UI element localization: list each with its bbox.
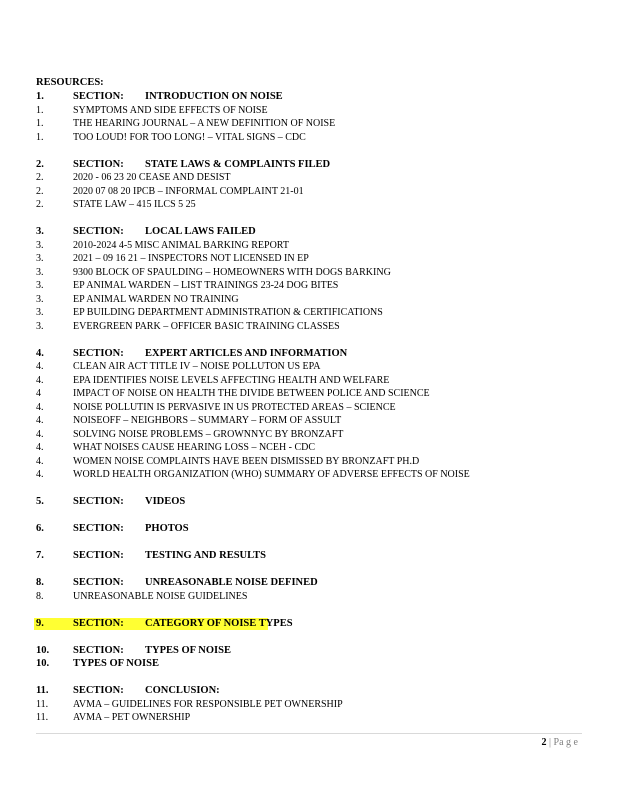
section-header xyxy=(36,347,582,361)
section-label: SECTION: xyxy=(73,550,124,561)
item-number: 11. xyxy=(36,712,49,723)
resource-item xyxy=(36,387,582,401)
page-number-value: 2 xyxy=(541,737,547,748)
section-label: SECTION: xyxy=(73,158,124,170)
item-text: SOLVING NOISE PROBLEMS – GROWNNYC BY BRONZAFT xyxy=(73,428,344,440)
item-text: WHAT NOISES CAUSE HEARING LOSS – NCEH - CDC xyxy=(73,442,316,453)
section-number: 4. xyxy=(36,347,44,359)
section-label: SECTION: xyxy=(73,523,124,534)
resource-item xyxy=(36,360,582,374)
section-header xyxy=(36,617,582,631)
section-header xyxy=(36,549,582,563)
item-number: 3. xyxy=(36,320,44,332)
section-spacer xyxy=(36,671,582,685)
section-label: SECTION: xyxy=(73,496,124,507)
item-text: NOISE POLLUTIN IS PERVASIVE IN US PROTECTED AREAS – SCIENCE xyxy=(73,401,396,413)
item-text: IMPACT OF NOISE ON HEALTH THE DIVIDE BETWEEN POLICE AND SCIENCE xyxy=(73,388,430,399)
section-title: TESTING AND RESULTS xyxy=(145,550,266,561)
section-spacer xyxy=(36,212,582,226)
document-body xyxy=(36,76,582,725)
resource-item xyxy=(36,279,582,293)
item-number: 1. xyxy=(36,131,44,143)
section-header xyxy=(36,522,582,536)
resource-item xyxy=(36,239,582,253)
page-number-separator: | xyxy=(546,737,554,748)
section-label: SECTION: xyxy=(73,347,124,359)
item-text: UNREASONABLE NOISE GUIDELINES xyxy=(73,590,248,602)
section-label: SECTION: xyxy=(73,644,124,656)
resource-item xyxy=(36,455,582,469)
section-title: PHOTOS xyxy=(145,523,189,534)
resource-item xyxy=(36,131,582,145)
item-number: 4. xyxy=(36,361,44,372)
section-title: EXPERT ARTICLES AND INFORMATION xyxy=(145,347,348,359)
section-header xyxy=(36,158,582,172)
section-header xyxy=(36,644,582,658)
resources-heading: RESOURCES: xyxy=(36,77,104,88)
section-title: TYPES OF NOISE xyxy=(145,644,231,656)
section-title: CONCLUSION: xyxy=(145,685,220,696)
section-number: 9. xyxy=(36,617,44,629)
item-text: 2021 – 09 16 21 – INSPECTORS NOT LICENSED IN EP xyxy=(73,253,309,264)
item-text: CLEAN AIR ACT TITLE IV – NOISE POLLUTON US EPA xyxy=(73,361,321,372)
item-text: EPA IDENTIFIES NOISE LEVELS AFFECTING HEALTH AND WELFARE xyxy=(73,374,390,386)
item-text: WOMEN NOISE COMPLAINTS HAVE BEEN DISMISSED BY BRONZAFT PH.D xyxy=(73,455,420,467)
item-number: 4 xyxy=(36,388,41,399)
resource-item xyxy=(36,320,582,334)
section-title: CATEGORY OF NOISE TYPES xyxy=(145,617,293,629)
item-text: STATE LAW – 415 ILCS 5 25 xyxy=(73,199,196,210)
item-number: 3. xyxy=(36,266,44,278)
item-text: EP ANIMAL WARDEN NO TRAINING xyxy=(73,293,239,305)
resource-item xyxy=(36,117,582,131)
section-spacer xyxy=(36,603,582,617)
item-number: 4. xyxy=(36,428,44,440)
item-number: 11. xyxy=(36,698,49,710)
item-number: 2. xyxy=(36,199,44,210)
item-number: 3. xyxy=(36,239,44,251)
item-number: 4. xyxy=(36,442,44,453)
section-header xyxy=(36,495,582,509)
section-number: 11. xyxy=(36,685,49,696)
resource-item xyxy=(36,306,582,320)
section-number: 2. xyxy=(36,158,44,170)
item-number: 4. xyxy=(36,374,44,386)
section-spacer xyxy=(36,333,582,347)
section-label: SECTION: xyxy=(73,577,124,588)
item-number: 10. xyxy=(36,658,50,669)
item-text: WORLD HEALTH ORGANIZATION (WHO) SUMMARY OF ADVERSE EFFECTS OF NOISE xyxy=(73,469,470,480)
resource-item xyxy=(36,171,582,185)
item-text: EP ANIMAL WARDEN – LIST TRAININGS 23-24 DOG BITES xyxy=(73,280,339,291)
item-number: 3. xyxy=(36,307,44,318)
resource-item xyxy=(36,266,582,280)
item-number: 3. xyxy=(36,253,44,264)
section-header xyxy=(36,90,582,104)
section-title: INTRODUCTION ON NOISE xyxy=(145,91,283,102)
item-number: 8. xyxy=(36,590,44,602)
item-number: 4. xyxy=(36,415,44,426)
item-text: 9300 BLOCK OF SPAULDING – HOMEOWNERS WITH DOGS BARKING xyxy=(73,266,391,278)
section-label: SECTION: xyxy=(73,226,124,237)
item-text: 2010-2024 4-5 MISC ANIMAL BARKING REPORT xyxy=(73,239,289,251)
section-number: 10. xyxy=(36,644,50,656)
page-footer xyxy=(36,733,582,748)
section-number: 7. xyxy=(36,550,44,561)
resource-item xyxy=(36,590,582,604)
item-number: 3. xyxy=(36,280,44,291)
section-number: 1. xyxy=(36,91,44,102)
resource-item xyxy=(36,441,582,455)
section-title: UNREASONABLE NOISE DEFINED xyxy=(145,577,318,588)
resource-item xyxy=(36,414,582,428)
section-spacer xyxy=(36,144,582,158)
item-text: 2020 - 06 23 20 CEASE AND DESIST xyxy=(73,172,231,183)
item-text: TYPES OF NOISE xyxy=(73,658,159,669)
section-label: SECTION: xyxy=(73,91,124,102)
item-number: 1. xyxy=(36,104,44,116)
page-number xyxy=(542,737,578,748)
resource-item xyxy=(36,104,582,118)
section-label: SECTION: xyxy=(73,685,124,696)
resource-item xyxy=(36,468,582,482)
resource-item xyxy=(36,185,582,199)
resource-item xyxy=(36,401,582,415)
section-number: 3. xyxy=(36,226,44,237)
section-number: 8. xyxy=(36,577,44,588)
section-number: 6. xyxy=(36,523,44,534)
item-number: 4. xyxy=(36,455,44,467)
item-text: EP BUILDING DEPARTMENT ADMINISTRATION & CERTIFICATIONS xyxy=(73,307,383,318)
resource-item xyxy=(36,698,582,712)
section-spacer xyxy=(36,482,582,496)
item-number: 1. xyxy=(36,118,44,129)
item-number: 2. xyxy=(36,185,44,197)
section-spacer xyxy=(36,563,582,577)
item-text: NOISEOFF – NEIGHBORS – SUMMARY – FORM OF ASSULT xyxy=(73,415,342,426)
page-label: Pa g e xyxy=(553,737,578,748)
section-header xyxy=(36,684,582,698)
section-header xyxy=(36,225,582,239)
item-number: 2. xyxy=(36,172,44,183)
resource-item xyxy=(36,293,582,307)
section-label: SECTION: xyxy=(73,617,124,629)
item-text: AVMA – PET OWNERSHIP xyxy=(73,712,191,723)
section-title: STATE LAWS & COMPLAINTS FILED xyxy=(145,158,331,170)
sections-list xyxy=(36,90,582,725)
section-spacer xyxy=(36,630,582,644)
resource-item xyxy=(36,657,582,671)
resource-item xyxy=(36,252,582,266)
resource-item xyxy=(36,198,582,212)
item-text: TOO LOUD! FOR TOO LONG! – VITAL SIGNS – CDC xyxy=(73,131,306,143)
section-spacer xyxy=(36,509,582,523)
section-header xyxy=(36,576,582,590)
item-text: SYMPTOMS AND SIDE EFFECTS OF NOISE xyxy=(73,104,268,116)
item-number: 3. xyxy=(36,293,44,305)
item-number: 4. xyxy=(36,401,44,413)
resource-item xyxy=(36,711,582,725)
resource-item xyxy=(36,374,582,388)
item-text: THE HEARING JOURNAL – A NEW DEFINITION OF NOISE xyxy=(73,118,336,129)
section-title: VIDEOS xyxy=(145,496,186,507)
item-number: 4. xyxy=(36,469,44,480)
item-text: EVERGREEN PARK – OFFICER BASIC TRAINING CLASSES xyxy=(73,320,340,332)
resource-item xyxy=(36,428,582,442)
item-text: 2020 07 08 20 IPCB – INFORMAL COMPLAINT 21-01 xyxy=(73,185,304,197)
item-text: AVMA – GUIDELINES FOR RESPONSIBLE PET OWNERSHIP xyxy=(73,698,343,710)
section-number: 5. xyxy=(36,496,44,507)
section-spacer xyxy=(36,536,582,550)
section-title: LOCAL LAWS FAILED xyxy=(145,226,256,237)
